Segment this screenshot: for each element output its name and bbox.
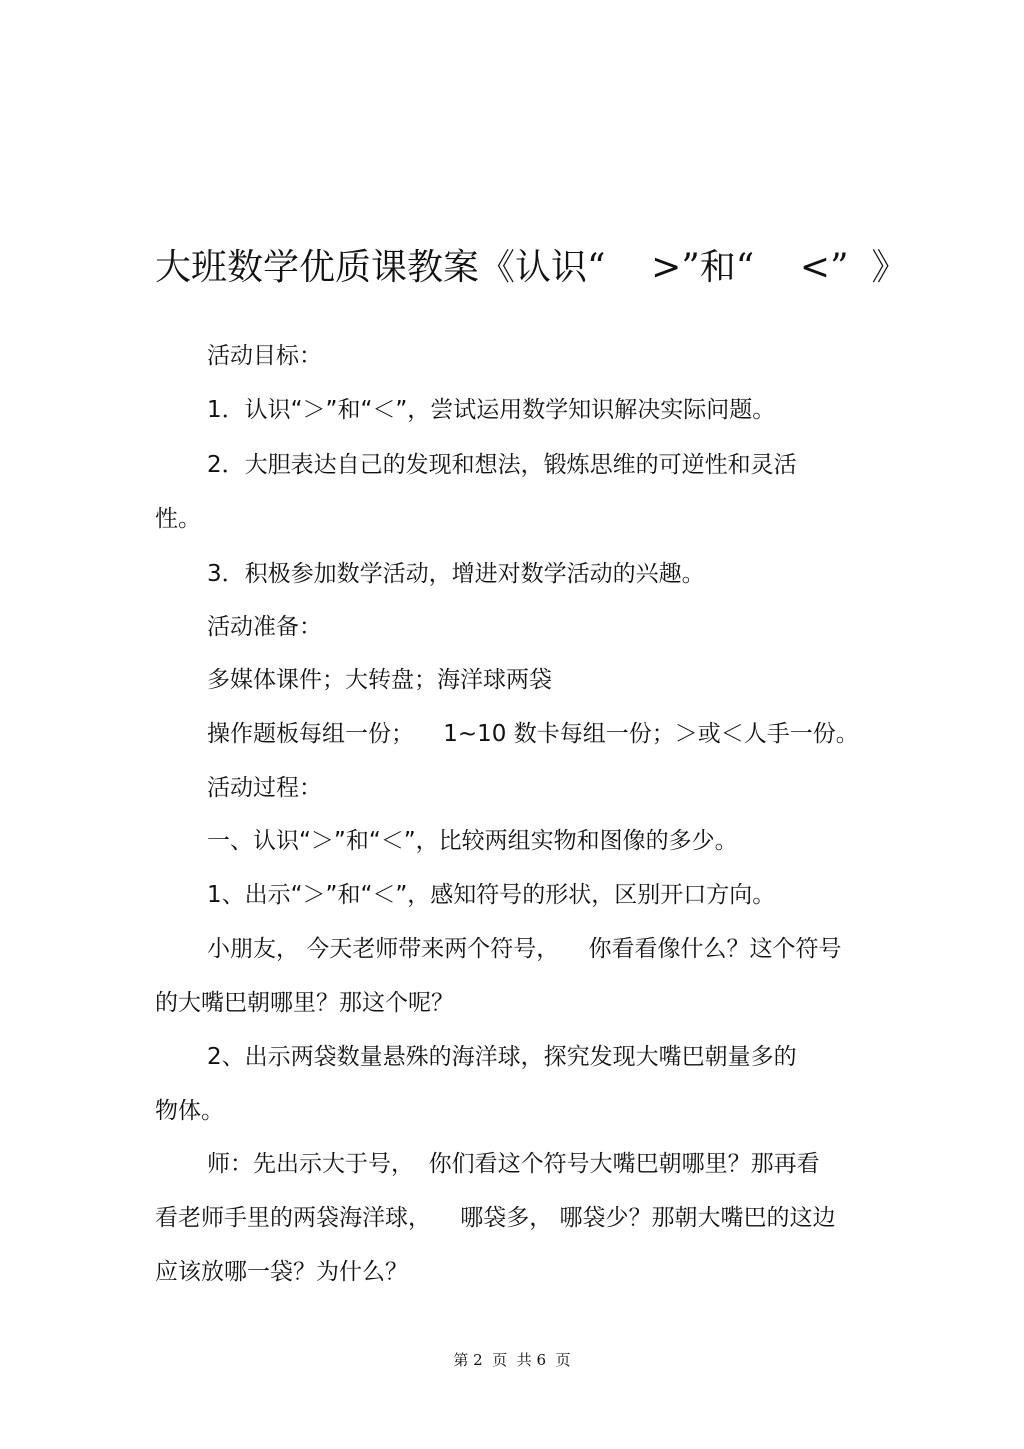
goal-item-3: 3．积极参加数学活动，增进对数学活动的兴趣。	[207, 561, 705, 587]
goal-item-1: 1．认识“＞”和“＜”，尝试运用数学知识解决实际问题。	[207, 397, 776, 423]
process-paragraph-line: 师：先出示大于号， 你们看这个符号大嘴巴朝哪里？那再看	[207, 1151, 820, 1177]
section-heading-goals: 活动目标：	[207, 343, 322, 369]
process-paragraph-line: 应该放哪一袋？为什么？	[155, 1259, 408, 1285]
document-title: 大班数学优质课教案《认识“ >”和“ <” 》	[155, 247, 908, 288]
process-paragraph-line: 小朋友， 今天老师带来两个符号， 你看看像什么？这个符号	[207, 936, 842, 962]
section-heading-preparation: 活动准备：	[207, 614, 322, 640]
process-substep-2-continued: 物体。	[155, 1098, 224, 1124]
process-paragraph-line: 的大嘴巴朝哪里？那这个呢？	[155, 990, 454, 1016]
page-footer: 第 2 页 共 6 页	[453, 1351, 571, 1369]
section-heading-process: 活动过程：	[207, 775, 322, 801]
process-substep-1: 1、出示“＞”和“＜”，感知符号的形状，区别开口方向。	[207, 882, 776, 908]
preparation-item-1: 多媒体课件；大转盘；海洋球两袋	[207, 667, 552, 693]
process-paragraph-line: 看老师手里的两袋海洋球， 哪袋多， 哪袋少？那朝大嘴巴的这边	[155, 1205, 836, 1231]
goal-item-2-continued: 性。	[155, 506, 201, 532]
preparation-item-2: 操作题板每组一份； 1~10 数卡每组一份；＞或＜人手一份。	[207, 721, 859, 747]
process-substep-2: 2、出示两袋数量悬殊的海洋球，探究发现大嘴巴朝量多的	[207, 1044, 797, 1070]
process-step-1: 一、认识“＞”和“＜”，比较两组实物和图像的多少。	[207, 828, 738, 854]
goal-item-2: 2．大胆表达自己的发现和想法，锻炼思维的可逆性和灵活	[207, 452, 797, 478]
